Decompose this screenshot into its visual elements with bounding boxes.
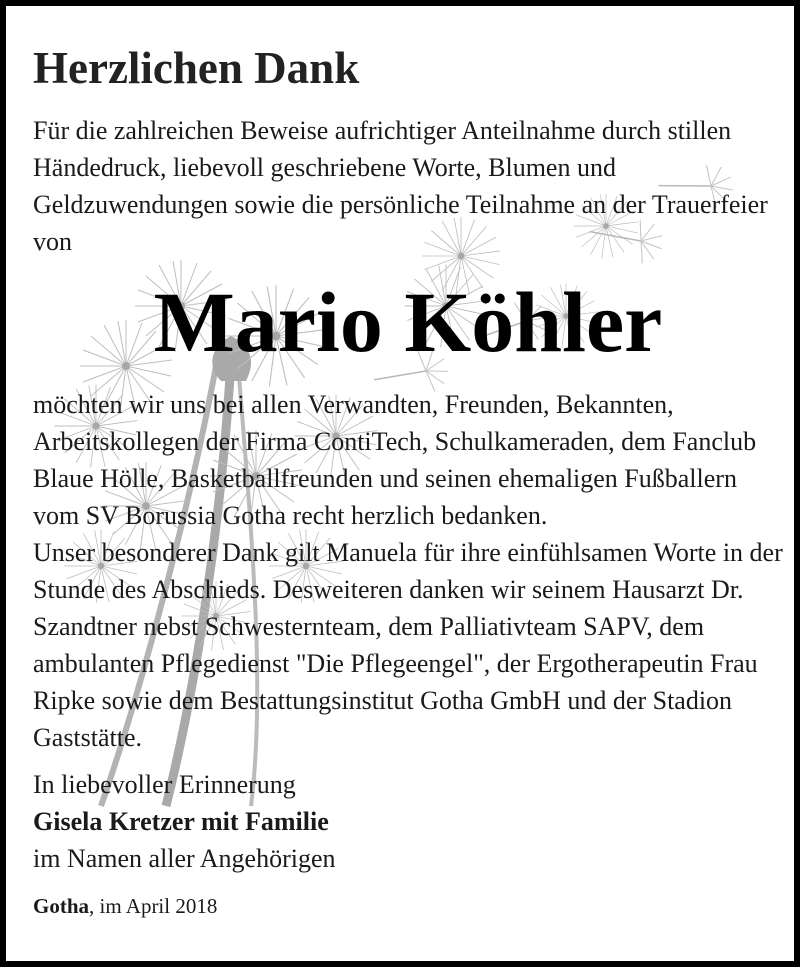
closing-line: In liebevoller Erinnerung [33, 770, 296, 799]
thanks-paragraph: möchten wir uns bei allen Verwandten, Freunden, Bekannten, Arbeitskollegen der Firma ContiTech, Schulkameraden, dem Fanclub Blaue Hölle, Basketballfreunden und seinen ehemaligen Fußballern vom SV Borussia Gotha recht herzlich bedanken. [33, 390, 757, 530]
signatory: Gisela Kretzer mit Familie [33, 807, 329, 836]
place-date-line [33, 891, 783, 921]
notice-content [33, 40, 783, 921]
special-thanks-paragraph: Unser besonderer Dank gilt Manuela für ihre einfühlsamen Worte in der Stunde des Abschieds. Desweiteren danken wir seinem Hausarzt Dr. Szandtner nebst Schwesternteam, dem Palliativteam SAPV, dem ambulanten Pflegedienst "Die Pflegeengel", der Ergotherapeutin Frau Ripke sowie dem Bestattungsinstitut Gotha GmbH und der Stadion Gaststätte. [33, 538, 783, 752]
intro-paragraph: Für die zahlreichen Beweise aufrichtiger Anteilnahme durch stillen Händedruck, liebevoll geschriebene Worte, Blumen und Geldzuwendungen sowie die persönliche Teilnahme an der Trauerfeier von [33, 116, 768, 256]
deceased-name: Mario Köhler [153, 274, 663, 370]
place: Gotha [33, 894, 90, 918]
date: , im April 2018 [89, 894, 218, 918]
headline: Herzlichen Dank [33, 43, 360, 93]
on-behalf-line: im Namen aller Angehörigen [33, 844, 336, 873]
